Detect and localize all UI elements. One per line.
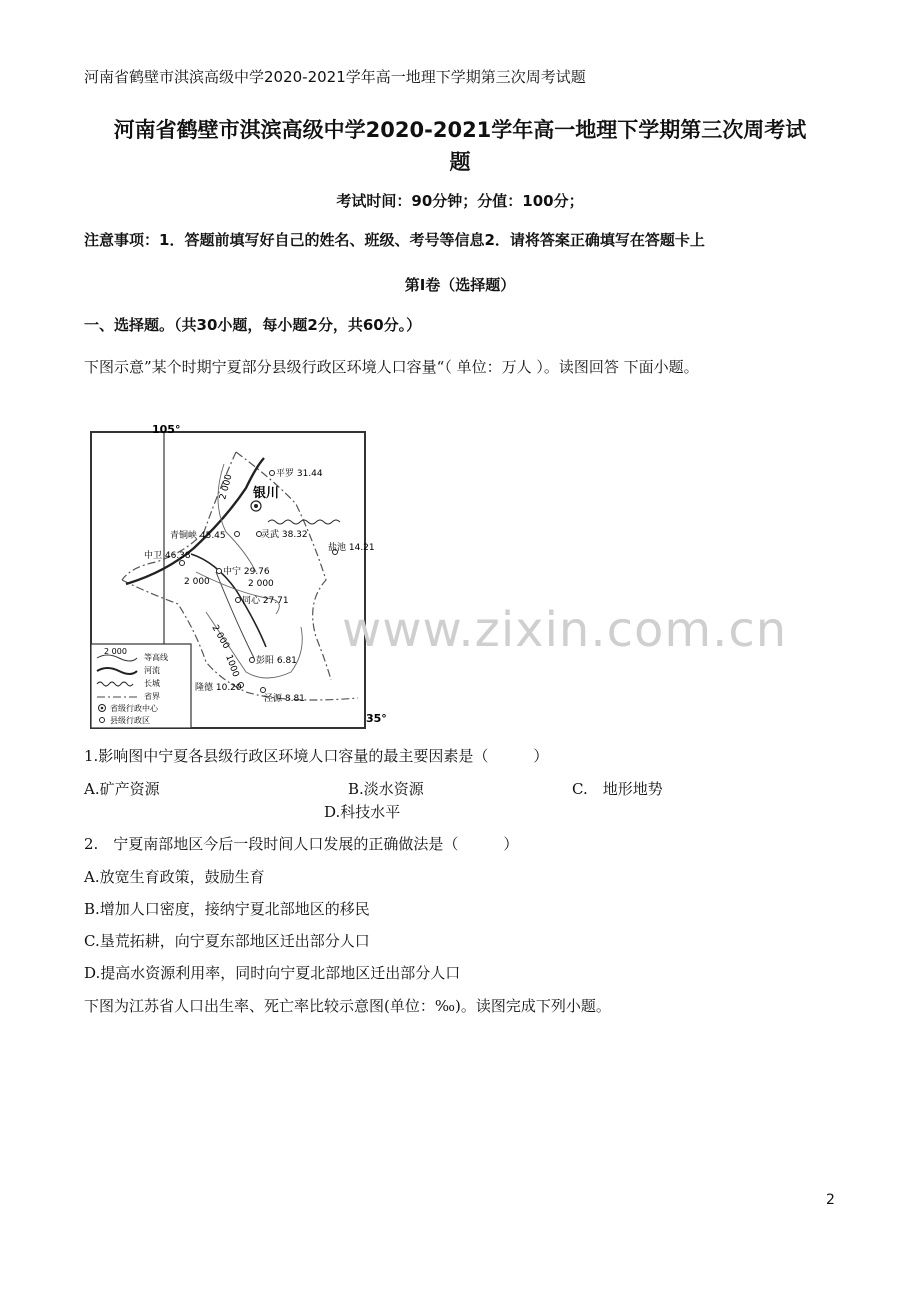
question-1-option-d: D.科技水平: [324, 803, 401, 821]
legend-label: 省级行政中心: [110, 704, 158, 713]
question-2-option-b: B.增加人口密度，接纳宁夏北部地区的移民: [84, 900, 370, 918]
longitude-label: 105°: [152, 423, 181, 436]
county-label: 青铜峡 45.45: [170, 531, 226, 541]
county-marker: [235, 532, 240, 537]
exam-info: 考试时间：90分钟；分值：100分；: [336, 192, 584, 210]
county-marker: [261, 688, 266, 693]
legend-capital-dot: [101, 707, 104, 710]
page-number: 2: [826, 1192, 835, 1208]
volume-title: 第Ⅰ卷（选择题）: [404, 276, 516, 294]
county-label: 同心 27.71: [242, 596, 289, 606]
county-label: 泾源 8.81: [264, 694, 305, 704]
contour-label: 2 000: [248, 579, 274, 589]
legend-county-symbol: [100, 718, 105, 723]
county-marker: [270, 471, 275, 476]
legend-contour-value: 2 000: [104, 647, 127, 656]
county-label: 灵武 38.32: [261, 530, 308, 540]
county-marker: [217, 569, 222, 574]
county-label: 盐池 14.21: [328, 543, 375, 553]
question-2-option-d: D.提高水资源利用率，同时向宁夏北部地区迁出部分人口: [84, 964, 461, 982]
capital-label: 银川: [253, 486, 280, 501]
running-header: 河南省鹤壁市淇滨高级中学2020-2021学年高一地理下学期第三次周考试题: [84, 68, 586, 86]
watermark: www.zixin.com.cn: [342, 602, 788, 658]
latitude-label: 35°: [366, 712, 387, 725]
title-line-1: 河南省鹤壁市淇滨高级中学2020-2021学年高一地理下学期第三次周考试: [113, 118, 807, 142]
intro-text: 下图示意”某个时期宁夏部分县级行政区环境人口容量“（ 单位：万人 ）。读图回答 下面小题。: [84, 358, 699, 376]
legend-label: 长城: [144, 679, 160, 688]
next-intro-text: 下图为江苏省人口出生率、死亡率比较示意图(单位：‰)。读图完成下列小题。: [84, 997, 611, 1015]
contour-label: 1000: [223, 653, 241, 679]
title-line-2: 题: [449, 150, 471, 174]
notice: 注意事项：1．答题前填写好自己的姓名、班级、考号等信息2．请将答案正确填写在答题卡上: [84, 231, 705, 249]
legend-label: 省界: [144, 692, 160, 701]
question-1-option-a: A.矿产资源: [84, 780, 160, 798]
contour-label: 2 000: [218, 473, 235, 501]
legend-label: 河流: [144, 666, 160, 675]
capital-marker-dot: [254, 504, 258, 508]
question-2-stem: 2. 宁夏南部地区今后一段时间人口发展的正确做法是（ ）: [84, 835, 519, 853]
ningxia-map-figure: [86, 422, 396, 732]
county-marker: [250, 658, 255, 663]
page-title: [60, 114, 860, 178]
map-legend: [91, 644, 191, 728]
county-label: 隆德 10.20: [195, 683, 242, 693]
county-label: 中宁 29.76: [223, 567, 270, 577]
question-2-option-a: A.放宽生育政策，鼓励生育: [84, 868, 265, 886]
county-marker: [236, 598, 241, 603]
county-label: 平罗 31.44: [276, 469, 323, 479]
contour-label: 2 000: [209, 623, 231, 651]
question-1-option-c: C. 地形地势: [572, 780, 663, 798]
county-label: 中卫 46.38: [144, 551, 191, 561]
question-1-stem: 1.影响图中宁夏各县级行政区环境人口容量的最主要因素是（ ）: [84, 747, 549, 765]
legend-label: 县级行政区: [110, 716, 150, 725]
county-label: 彭阳 6.81: [256, 656, 297, 666]
legend-label: 等高线: [144, 653, 168, 662]
contour-label: 2 000: [184, 577, 210, 587]
section-title: 一、选择题。（共30小题，每小题2分，共60分。）: [84, 316, 422, 334]
question-1-option-b: B.淡水资源: [348, 780, 424, 798]
county-marker: [180, 561, 185, 566]
question-2-option-c: C.垦荒拓耕，向宁夏东部地区迁出部分人口: [84, 932, 370, 950]
